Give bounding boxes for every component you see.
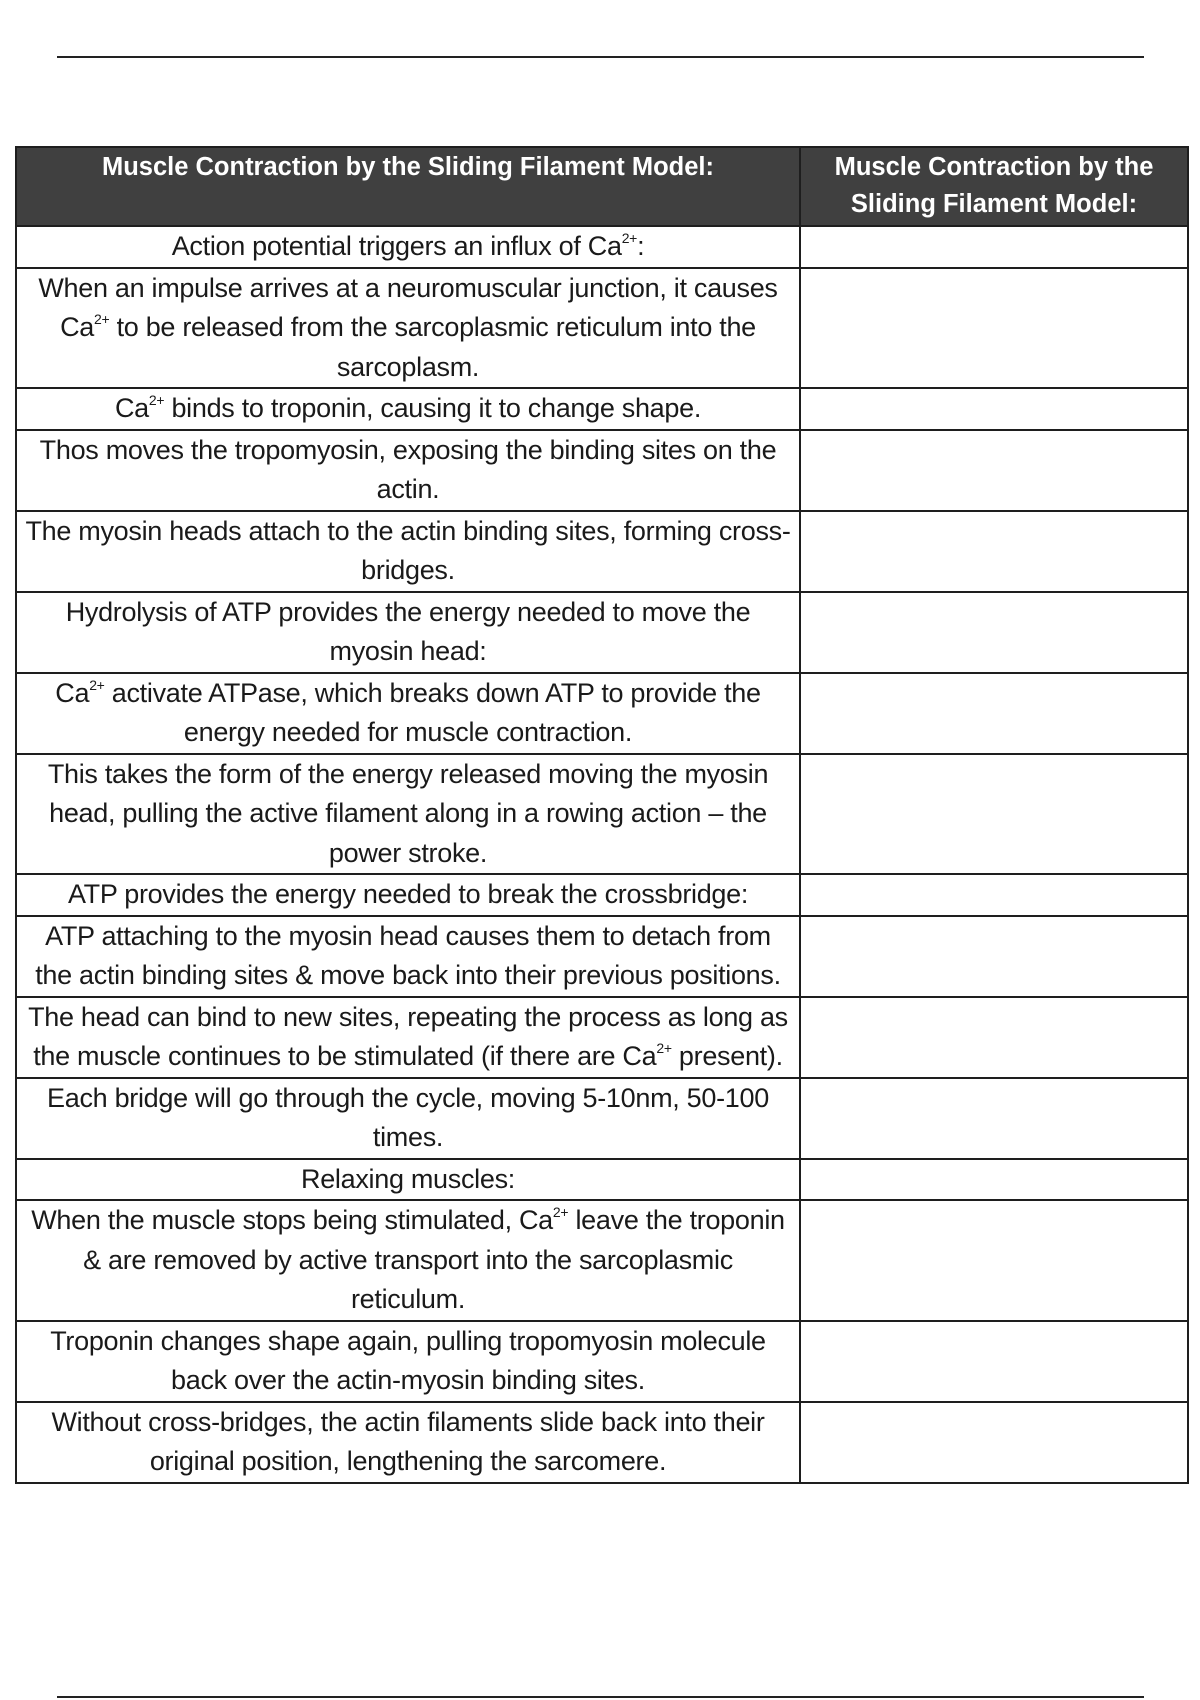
header-row	[16, 147, 1188, 226]
statement-text: activate ATPase, which breaks down ATP to provide the energy needed for muscle contraction.	[104, 677, 761, 747]
answer-cell[interactable]	[800, 226, 1188, 268]
answer-cell[interactable]	[800, 997, 1188, 1078]
answer-cell[interactable]	[800, 1321, 1188, 1402]
answer-cell[interactable]	[800, 1078, 1188, 1159]
superscript: 2+	[656, 1040, 672, 1056]
table-row	[16, 1402, 1188, 1483]
answer-cell[interactable]	[800, 874, 1188, 916]
superscript: 2+	[94, 311, 110, 327]
table-row	[16, 916, 1188, 997]
statement-cell	[16, 268, 800, 389]
statement-cell: ATP provides the energy needed to break the crossbridge:	[16, 874, 800, 916]
statement-cell: Each bridge will go through the cycle, moving 5-10nm, 50-100 times.	[16, 1078, 800, 1159]
statement-cell: This takes the form of the energy released moving the myosin head, pulling the active filament along in a rowing action – the power stroke.	[16, 754, 800, 875]
statement-cell: Without cross-bridges, the actin filaments slide back into their original position, lengthening the sarcomere.	[16, 1402, 800, 1483]
statement-cell	[16, 1200, 800, 1321]
answer-cell[interactable]	[800, 430, 1188, 511]
statement-cell: Troponin changes shape again, pulling tropomyosin molecule back over the actin-myosin binding sites.	[16, 1321, 800, 1402]
statement-cell: Thos moves the tropomyosin, exposing the binding sites on the actin.	[16, 430, 800, 511]
answer-cell[interactable]	[800, 388, 1188, 430]
table-row	[16, 754, 1188, 875]
header-cell-1: Muscle Contraction by the Sliding Filament Model:	[16, 147, 800, 226]
answer-cell[interactable]	[800, 1200, 1188, 1321]
sliding-filament-table	[15, 146, 1189, 1484]
superscript: 2+	[89, 676, 105, 693]
table-row	[16, 511, 1188, 592]
statement-text: When an impulse arrives at a neuromuscular junction, it causes Ca	[38, 272, 778, 342]
statement-text: When the muscle stops being stimulated, Ca	[31, 1205, 553, 1235]
statement-cell: Hydrolysis of ATP provides the energy needed to move the myosin head:	[16, 592, 800, 673]
statement-text: leave the troponin & are removed by active transport into the sarcoplasmic reticulum.	[83, 1205, 785, 1314]
statement-cell	[16, 673, 800, 754]
answer-cell[interactable]	[800, 268, 1188, 389]
superscript: 2+	[148, 392, 165, 408]
statement-text: Ca	[114, 393, 149, 423]
table-row	[16, 874, 1188, 916]
header-cell-2: Muscle Contraction by the Sliding Filament Model:	[800, 147, 1188, 226]
table-row	[16, 997, 1188, 1078]
statement-text: binds to troponin, causing it to change shape.	[164, 393, 702, 423]
statement-cell	[16, 226, 800, 268]
superscript: 2+	[552, 1204, 569, 1220]
table-row	[16, 388, 1188, 430]
table-row	[16, 1078, 1188, 1159]
answer-cell[interactable]	[800, 1159, 1188, 1201]
table-row	[16, 592, 1188, 673]
statement-text: Action potential triggers an influx of Ca	[171, 231, 622, 261]
table-row	[16, 673, 1188, 754]
table-row	[16, 1321, 1188, 1402]
statement-text: The head can bind to new sites, repeating the process as long as the muscle continues to be stimulated (if there are Ca	[28, 1001, 788, 1071]
statement-cell	[16, 388, 800, 430]
answer-cell[interactable]	[800, 511, 1188, 592]
statement-cell: ATP attaching to the myosin head causes them to detach from the actin binding sites & move back into their previous positions.	[16, 916, 800, 997]
statement-cell	[16, 997, 800, 1078]
answer-cell[interactable]	[800, 916, 1188, 997]
bottom-rule	[57, 1696, 1144, 1698]
statement-text: Ca	[55, 677, 90, 708]
table-row	[16, 1159, 1188, 1201]
answer-cell[interactable]	[800, 1402, 1188, 1483]
statement-text: :	[637, 231, 645, 261]
table-row	[16, 1200, 1188, 1321]
answer-cell[interactable]	[800, 754, 1188, 875]
statement-cell: Relaxing muscles:	[16, 1159, 800, 1201]
table-row	[16, 226, 1188, 268]
statement-text: to be released from the sarcoplasmic reticulum into the sarcoplasm.	[109, 312, 756, 382]
statement-cell: The myosin heads attach to the actin binding sites, forming cross-bridges.	[16, 511, 800, 592]
table-row	[16, 430, 1188, 511]
top-rule	[57, 56, 1144, 58]
answer-cell[interactable]	[800, 592, 1188, 673]
superscript: 2+	[621, 230, 638, 246]
table-row	[16, 268, 1188, 389]
statement-text: present).	[671, 1041, 783, 1071]
answer-cell[interactable]	[800, 673, 1188, 754]
